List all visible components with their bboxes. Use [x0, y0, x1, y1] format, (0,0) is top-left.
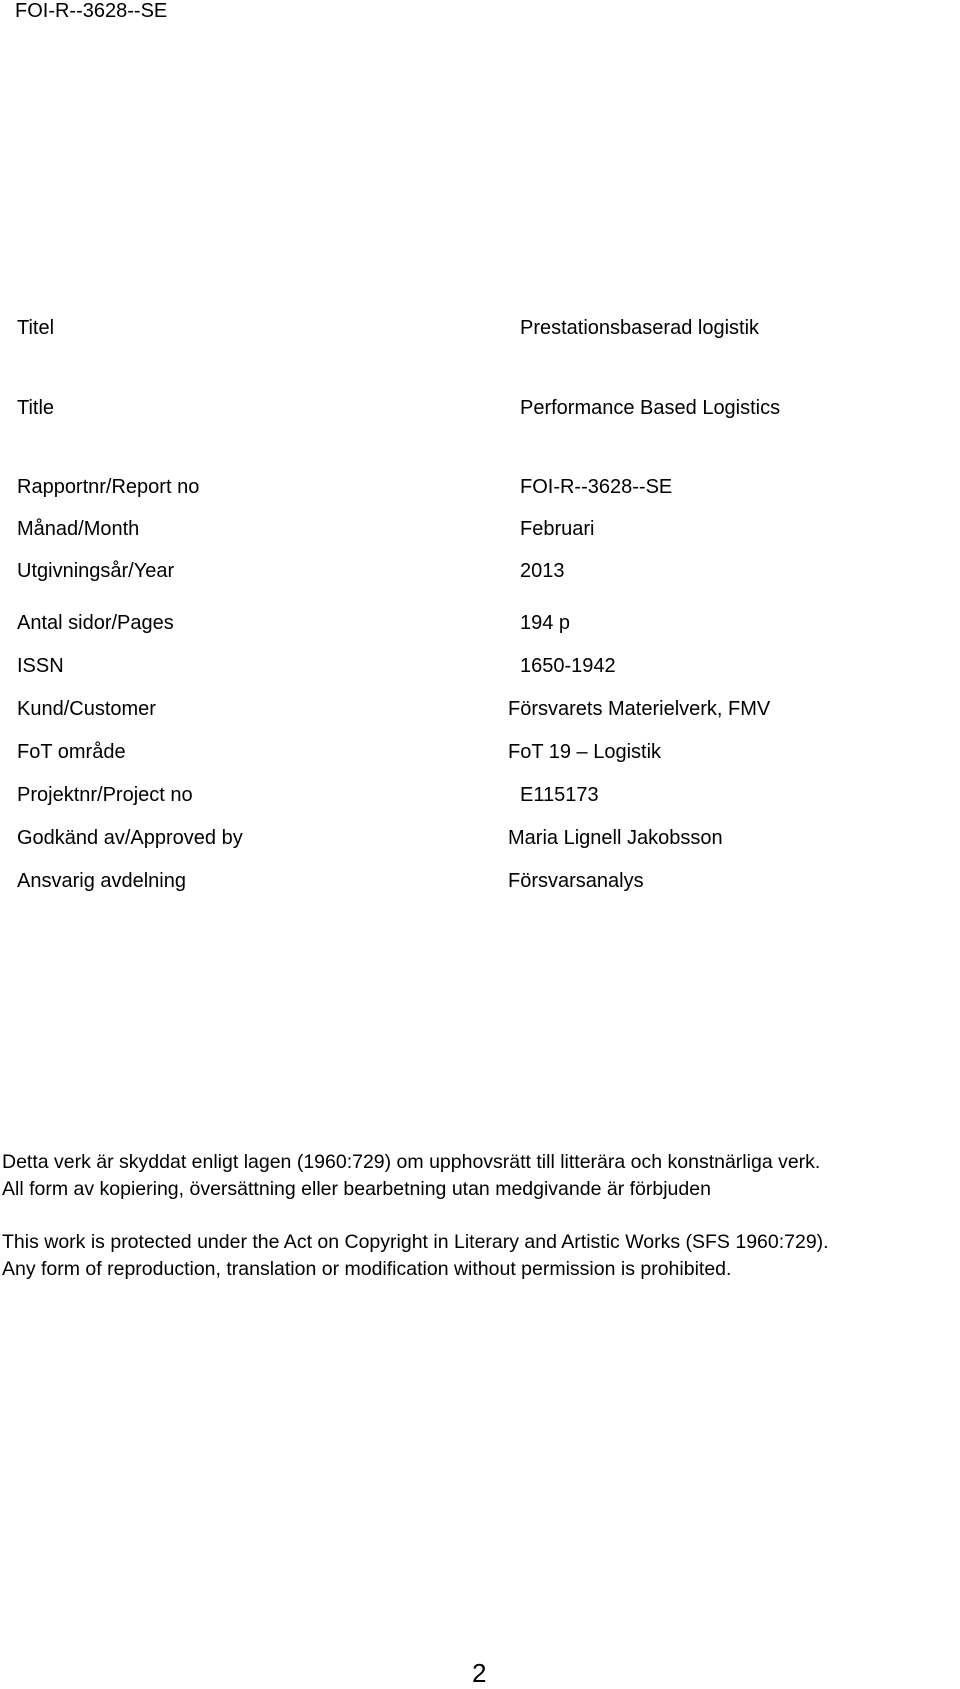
field-value-department: Försvarsanalys	[508, 870, 644, 892]
field-value-month: Februari	[520, 518, 595, 540]
field-label-title-sv: Titel	[17, 317, 55, 339]
copyright-en-line-1: This work is protected under the Act on Copyright in Literary and Artistic Works (SFS 1960:729).	[2, 1231, 829, 1253]
field-label-department: Ansvarig avdelning	[17, 870, 186, 892]
field-value-customer: Försvarets Materielverk, FMV	[508, 698, 771, 720]
field-label-month: Månad/Month	[17, 518, 140, 540]
field-value-issn: 1650-1942	[520, 655, 616, 677]
field-value-fot-area: FoT 19 – Logistik	[508, 741, 662, 763]
field-label-project-no: Projektnr/Project no	[17, 784, 193, 806]
field-label-pages: Antal sidor/Pages	[17, 612, 174, 634]
field-value-title-en: Performance Based Logistics	[520, 397, 781, 419]
field-label-year: Utgivningsår/Year	[17, 560, 175, 582]
copyright-sv-line-2: All form av kopiering, översättning eller bearbetning utan medgivande är förbjuden	[2, 1178, 711, 1200]
field-label-approved-by: Godkänd av/Approved by	[17, 827, 243, 849]
document-code-header: FOI-R--3628--SE	[15, 0, 168, 22]
copyright-sv-line-1: Detta verk är skyddat enligt lagen (1960:729) om upphovsrätt till litterära och konstnärliga verk.	[2, 1151, 821, 1173]
field-value-year: 2013	[520, 560, 565, 582]
copyright-en-line-2: Any form of reproduction, translation or modification without permission is prohibited.	[2, 1258, 732, 1280]
field-label-fot-area: FoT område	[17, 741, 126, 763]
field-value-project-no: E115173	[520, 784, 599, 806]
field-label-title-en: Title	[17, 397, 55, 419]
field-label-issn: ISSN	[17, 655, 64, 677]
field-value-report-no: FOI-R--3628--SE	[520, 476, 673, 498]
field-label-customer: Kund/Customer	[17, 698, 156, 720]
field-label-report-no: Rapportnr/Report no	[17, 476, 200, 498]
field-value-pages: 194 p	[520, 612, 571, 634]
field-value-approved-by: Maria Lignell Jakobsson	[508, 827, 723, 849]
field-value-title-sv: Prestationsbaserad logistik	[520, 317, 760, 339]
page-number: 2	[472, 1658, 487, 1688]
